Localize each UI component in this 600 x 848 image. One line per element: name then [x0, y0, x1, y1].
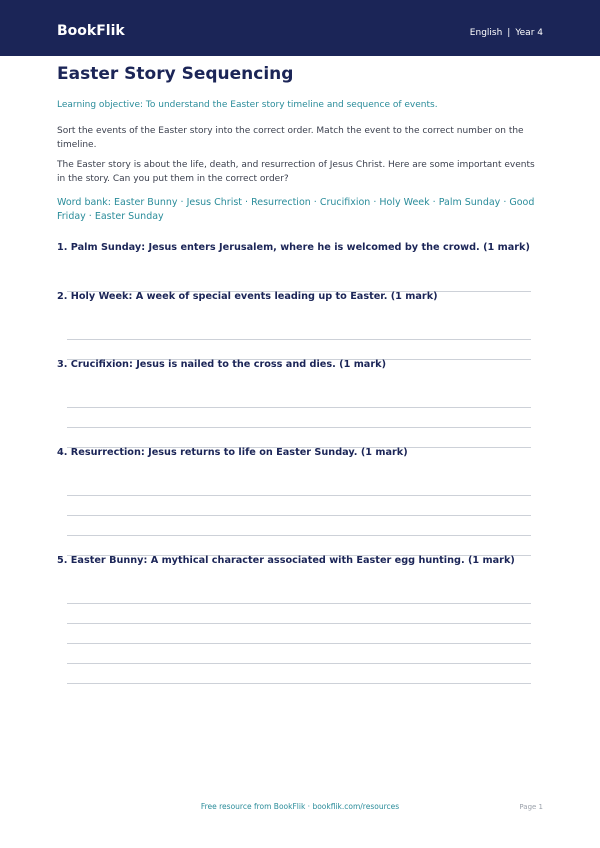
subject-year: [470, 28, 543, 38]
answer-line: [67, 643, 531, 644]
brand-logo: BookFlik: [57, 23, 125, 39]
subject-label: English: [469, 28, 503, 38]
answer-line: [67, 427, 531, 428]
answer-line: [67, 683, 531, 684]
page-header: [0, 0, 600, 56]
question-4: 4. Resurrection: Jesus returns to life on Easter Sunday. (1 mark): [57, 447, 408, 458]
year-label: Year 4: [515, 28, 543, 38]
answer-line: [67, 603, 531, 604]
answer-line: [67, 339, 531, 340]
footer-text: Free resource from BookFlik · bookflik.com/resources: [200, 802, 400, 811]
page-number: Page 1: [519, 803, 543, 811]
meta-separator: |: [507, 28, 511, 38]
answer-line: [67, 535, 531, 536]
question-5: 5. Easter Bunny: A mythical character associated with Easter egg hunting. (1 mark): [57, 555, 515, 566]
question-3: 3. Crucifixion: Jesus is nailed to the cross and dies. (1 mark): [57, 359, 386, 370]
page-title: Easter Story Sequencing: [57, 64, 294, 84]
question-1: 1. Palm Sunday: Jesus enters Jerusalem, where he is welcomed by the crowd. (1 mark): [57, 242, 530, 253]
answer-line: [67, 663, 531, 664]
answer-line: [67, 515, 531, 516]
answer-line: [67, 495, 531, 496]
intro-text: The Easter story is about the life, death, and resurrection of Jesus Christ. Here are some important events in the story. Can you put them in the correct order?: [57, 160, 535, 184]
word-bank: Word bank: Easter Bunny · Jesus Christ · Resurrection · Crucifixion · Holy Week · Palm Sunday · Good Friday · Easter Sunday: [57, 197, 535, 222]
instructions: Sort the events of the Easter story into the correct order. Match the event to the correct number on the timeline.: [57, 126, 524, 150]
answer-line: [67, 623, 531, 624]
answer-line: [67, 407, 531, 408]
question-2: 2. Holy Week: A week of special events leading up to Easter. (1 mark): [57, 291, 438, 302]
learning-objective: Learning objective: To understand the Easter story timeline and sequence of events.: [57, 100, 438, 110]
